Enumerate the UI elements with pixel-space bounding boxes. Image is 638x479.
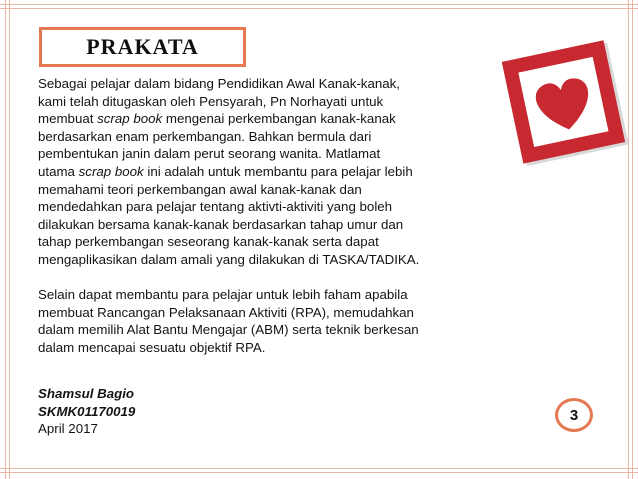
text-line: berdasarkan enam perkembangan. Bahkan bermula dari bbox=[38, 128, 372, 144]
text-line: mengaplikasikan dalam amali yang dilakukan di TASKA/TADIKA. bbox=[38, 251, 420, 267]
author-date: April 2017 bbox=[38, 421, 98, 437]
text-line: tahap perkembangan seseorang kanak-kanak serta dapat bbox=[38, 234, 379, 250]
body-text bbox=[38, 75, 468, 357]
paragraph-2 bbox=[38, 286, 468, 356]
page-number-badge bbox=[555, 398, 593, 432]
text-line: pembentukan janin dalam perut seorang wanita. Matlamat bbox=[38, 146, 381, 162]
heart-card-icon bbox=[493, 30, 633, 170]
text-line: membuat Rancangan Pelaksanaan Aktiviti (RPA), memudahkan bbox=[38, 304, 414, 320]
author-name: Shamsul Bagio bbox=[38, 386, 135, 401]
bottom-border bbox=[0, 468, 638, 474]
top-border-line bbox=[0, 8, 638, 9]
text-line: dilakukan bersama kanak-kanak berdasarkan tahap umur dan bbox=[38, 216, 404, 232]
text-line: membuat scrap book mengenai perkembangan kanak-kanak bbox=[38, 111, 396, 127]
text-line: memahami teori perkembangan awal kanak-kanak dan bbox=[38, 181, 362, 197]
text-line: kami telah ditugaskan oleh Pensyarah, Pn Norhayati untuk bbox=[38, 93, 384, 109]
bottom-border-line bbox=[0, 472, 638, 473]
top-border-line bbox=[0, 4, 638, 5]
title-box bbox=[39, 27, 246, 67]
text-line: Sebagai pelajar dalam bidang Pendidikan Awal Kanak-kanak, bbox=[38, 76, 400, 91]
text-line: utama scrap book ini adalah untuk membantu para pelajar lebih bbox=[38, 163, 413, 179]
top-border bbox=[0, 4, 638, 10]
text-line: Selain dapat membantu para pelajar untuk lebih faham apabila bbox=[38, 287, 408, 303]
left-border-line bbox=[5, 0, 6, 479]
paragraph-gap bbox=[38, 269, 468, 287]
bottom-border-line bbox=[0, 468, 638, 469]
text-line: dalam mencapai sesuatu objektif RPA. bbox=[38, 339, 266, 355]
paragraph-1 bbox=[38, 75, 468, 269]
page-title: PRAKATA bbox=[86, 34, 199, 59]
text-line: dalam memilih Alat Bantu Mengajar (ABM) serta teknik berkesan bbox=[38, 322, 419, 338]
page-number: 3 bbox=[569, 406, 579, 424]
text-line: mendedahkan para pelajar tentang aktivti-aktiviti yang boleh bbox=[38, 199, 393, 215]
left-border-line bbox=[9, 0, 10, 479]
author-id: SKMK01170019 bbox=[38, 403, 136, 419]
author-block bbox=[38, 385, 338, 438]
